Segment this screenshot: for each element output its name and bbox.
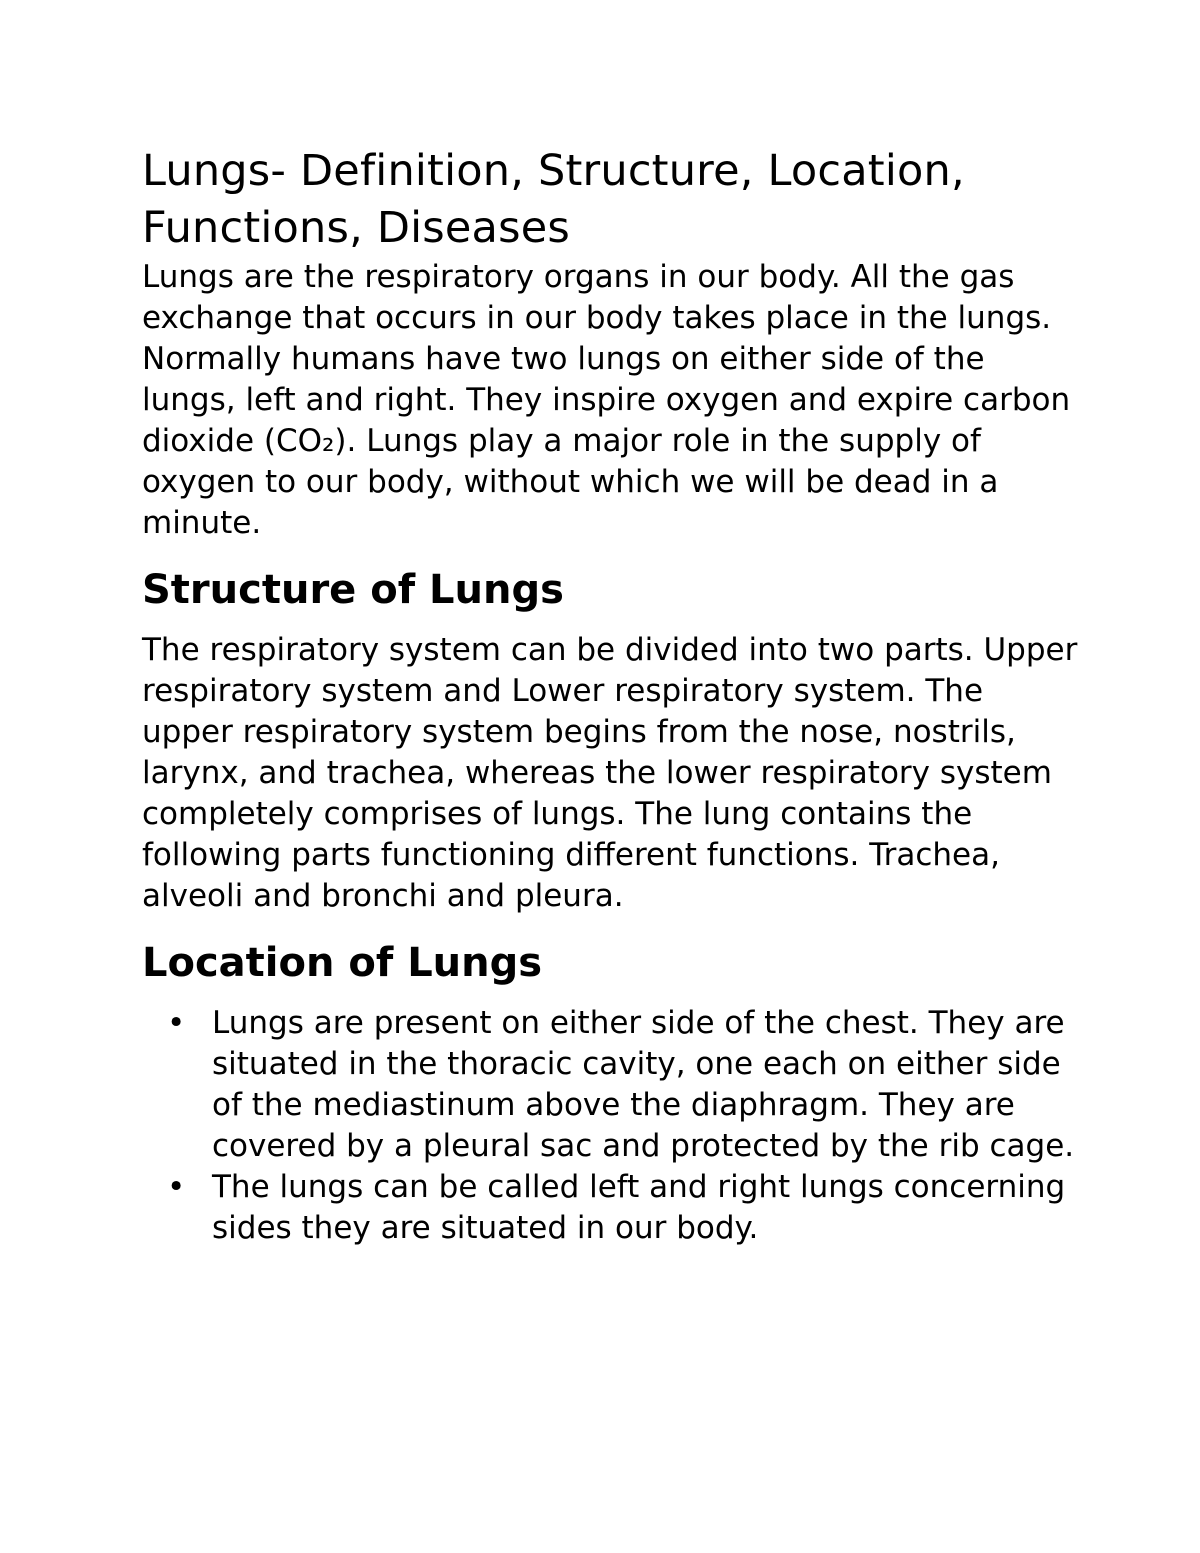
location-bullet-list [142, 1003, 1082, 1249]
document-page [142, 143, 1082, 1249]
document-title [142, 143, 1082, 257]
list-item [142, 1167, 1082, 1249]
list-item [142, 1003, 1082, 1167]
title-line-1: Lungs- Definition, Structure, Location, [142, 146, 965, 196]
section-heading-structure: Structure of Lungs [142, 567, 564, 613]
section-heading-location: Location of Lungs [142, 940, 543, 986]
structure-paragraph: The respiratory system can be divided into two parts. Upper respiratory system and Lower respiratory system. The upper respiratory system begins from the nose, nostrils, larynx, and trachea, whereas the lower respiratory system completely comprises of lungs. The lung contains the following parts functioning different functions. Trachea, alveoli and bronchi and pleura. [142, 632, 1078, 914]
title-line-2: Functions, Diseases [142, 203, 570, 253]
bullet-text: The lungs can be called left and right lungs concerning sides they are situated in our body. [212, 1169, 1066, 1246]
intro-paragraph: Lungs are the respiratory organs in our body. All the gas exchange that occurs in our body takes place in the lungs. Normally humans have two lungs on either side of the lungs, left and right. They inspire oxygen and expire carbon dioxide (CO₂). Lungs play a major role in the supply of oxygen to our body, without which we will be dead in a minute. [142, 259, 1071, 541]
bullet-icon: • [167, 1005, 186, 1041]
bullet-icon: • [167, 1169, 186, 1205]
bullet-text: Lungs are present on either side of the chest. They are situated in the thoracic cavity, one each on either side of the mediastinum above the diaphragm. They are covered by a pleural sac and protected by the rib cage. [212, 1005, 1075, 1164]
